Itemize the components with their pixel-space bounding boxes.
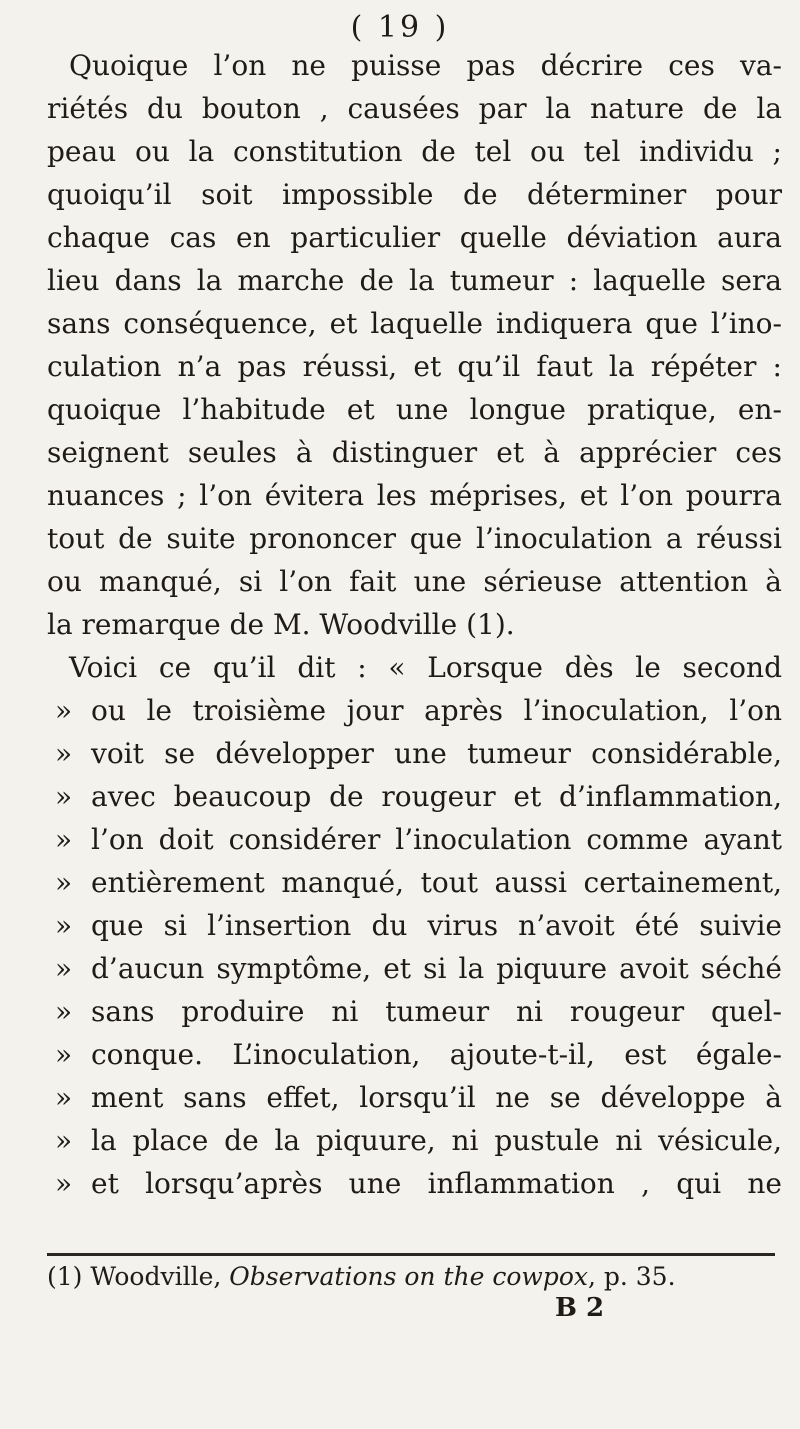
quote-mark: » bbox=[55, 823, 73, 856]
quote-text: ou le troisième jour après l’inoculation, l’on bbox=[91, 694, 782, 727]
quote-line bbox=[47, 732, 782, 775]
quote-mark: » bbox=[55, 1038, 73, 1071]
text-line: Voici ce qu’il dit : « Lorsque dès le second bbox=[69, 651, 782, 684]
quote-line bbox=[47, 1033, 782, 1076]
quote-text: entièrement manqué, tout aussi certainement, bbox=[91, 866, 782, 899]
text-line: culation n’a pas réussi, et qu’il faut la répéter : bbox=[47, 350, 782, 383]
quote-text: avec beaucoup de rougeur et d’inflammation, bbox=[91, 780, 782, 813]
footnote-marker: (1) bbox=[47, 1262, 83, 1291]
text-line: quoiqu’il soit impossible de déterminer pour bbox=[47, 178, 782, 211]
quote-mark: » bbox=[55, 995, 73, 1028]
quote-line bbox=[47, 775, 782, 818]
text-line: riétés du bouton , causées par la nature de la bbox=[47, 92, 782, 125]
quote-mark: » bbox=[55, 780, 73, 813]
footnote-title: Observations on the cowpox bbox=[229, 1262, 588, 1291]
signature-mark: B 2 bbox=[555, 1293, 605, 1323]
quote-text: l’on doit considérer l’inoculation comme ayant bbox=[91, 823, 782, 856]
text-line: peau ou la constitution de tel ou tel individu ; bbox=[47, 135, 782, 168]
footnote-author: Woodville, bbox=[90, 1262, 222, 1291]
quote-text: sans produire ni tumeur ni rougeur quel- bbox=[91, 995, 782, 1028]
text-line: ou manqué, si l’on fait une sérieuse attention à bbox=[47, 565, 782, 598]
text-line: la remarque de M. Woodville (1). bbox=[47, 608, 515, 641]
quote-mark: » bbox=[55, 952, 73, 985]
quote-text: voit se développer une tumeur considérable, bbox=[91, 737, 782, 770]
quote-mark: » bbox=[55, 1167, 73, 1200]
quote-line bbox=[47, 861, 782, 904]
quote-mark: » bbox=[55, 1081, 73, 1114]
quote-text: d’aucun symptôme, et si la piquure avoit séché bbox=[91, 952, 782, 985]
quote-line bbox=[47, 818, 782, 861]
footnote bbox=[47, 1262, 676, 1291]
quote-text: la place de la piquure, ni pustule ni vésicule, bbox=[91, 1124, 782, 1157]
text-line: seignent seules à distinguer et à apprécier ces bbox=[47, 436, 782, 469]
text-line: sans conséquence, et laquelle indiquera que l’ino- bbox=[47, 307, 782, 340]
quote-mark: » bbox=[55, 909, 73, 942]
quote-line bbox=[47, 1119, 782, 1162]
text-line: quoique l’habitude et une longue pratique, en- bbox=[47, 393, 782, 426]
text-line: nuances ; l’on évitera les méprises, et l’on pourra bbox=[47, 479, 782, 512]
text-line: tout de suite prononcer que l’inoculation a réussi bbox=[47, 522, 782, 555]
quote-line bbox=[47, 1162, 782, 1205]
quote-text: conque. L’inoculation, ajoute-t-il, est égale- bbox=[91, 1038, 782, 1071]
quote-mark: » bbox=[55, 1124, 73, 1157]
quote-mark: » bbox=[55, 737, 73, 770]
text-line: lieu dans la marche de la tumeur : laquelle sera bbox=[47, 264, 782, 297]
footnote-page: , p. 35. bbox=[587, 1262, 676, 1291]
quote-mark: » bbox=[55, 866, 73, 899]
quote-line bbox=[47, 689, 782, 732]
body-text bbox=[47, 44, 782, 1205]
quote-line bbox=[47, 904, 782, 947]
page-number: ( 19 ) bbox=[350, 10, 450, 45]
quote-text: ment sans effet, lorsqu’il ne se développe à bbox=[91, 1081, 782, 1114]
quote-line bbox=[47, 1076, 782, 1119]
quote-text: que si l’insertion du virus n’avoit été suivie bbox=[91, 909, 782, 942]
quote-text: et lorsqu’après une inflammation , qui ne bbox=[91, 1167, 782, 1200]
quote-mark: » bbox=[55, 694, 73, 727]
text-line: Quoique l’on ne puisse pas décrire ces va- bbox=[69, 49, 782, 82]
text-line: chaque cas en particulier quelle déviation aura bbox=[47, 221, 782, 254]
quote-line bbox=[47, 947, 782, 990]
quote-line bbox=[47, 990, 782, 1033]
footnote-rule bbox=[47, 1253, 775, 1256]
